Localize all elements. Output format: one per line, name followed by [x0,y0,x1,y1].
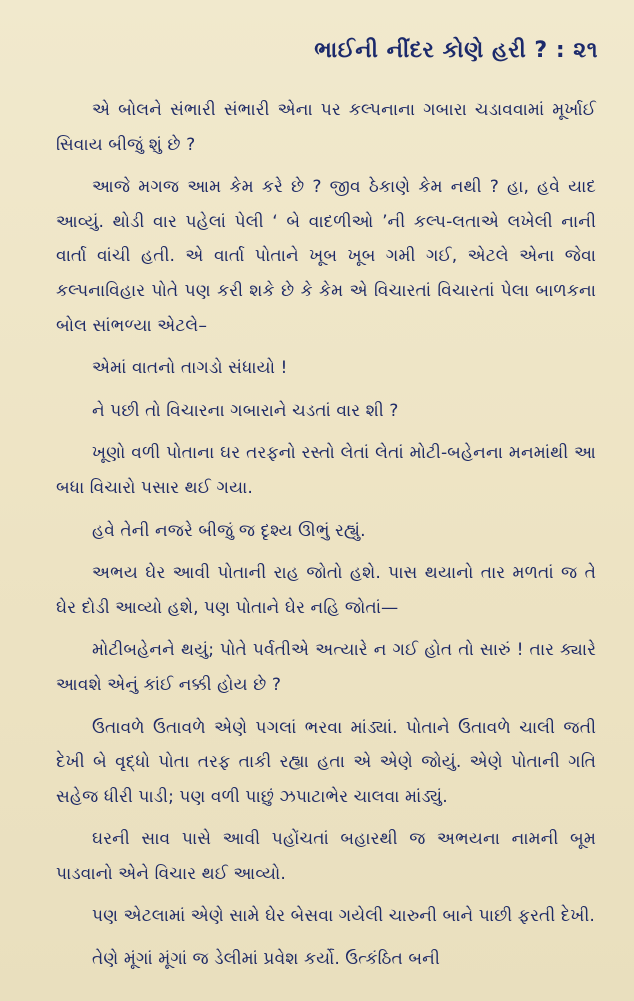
paragraph-6: હવે તેની નજરે બીજું જ દૃશ્ય ઊભું રહ્યું. [92,520,366,541]
paragraph-10: ઘરની સાવ પાસે આવી પહોંચતાં બહારથી જ અભયના નામની બૂમ પાડવાનો એને વિચાર થઈ આવ્યો. [56,829,596,884]
running-header: ભાઈની નીંદર કોણે હરી ? : ૨૧ [314,38,598,63]
paragraph-3: એમાં વાતનો તાગડો સંધાયો ! [92,358,288,379]
paragraph-1: એ બોલને સંભારી સંભારી એના પર કલ્પનાના ગબારા ચડાવવામાં મૂર્ખાઈ સિવાય બીજું શું છે ? [56,100,596,155]
paragraph-11: પણ એટલામાં એણે સામે ઘેર બેસવા ગયેલી ચારુની બાને પાછી ફરતી દેખી. [92,906,595,927]
paragraph-7: અભય ઘેર આવી પોતાની રાહ જોતો હશે. પાસ થયાનો તાર મળતાં જ તે ઘેર દોડી આવ્યો હશે, પણ પોતાને ઘેર નહિ જોતાં— [56,563,596,618]
paragraph-12: તેણે મૂંગાં મૂંગાં જ ડેલીમાં પ્રવેશ કર્યો. ઉત્કંઠિત બની [92,949,440,970]
page-body [56,93,596,977]
paragraph-4: ને પછી તો વિચારના ગબારાને ચડતાં વાર શી ? [92,400,399,421]
paragraph-8: મોટીબહેનને થયું; પોતે પર્વતીએ અત્યારે ન ગઈ હોત તો સારું ! તાર ક્યારે આવશે એનું કાંઈ નક્કી હોય છે ? [56,640,596,695]
paragraph-9: ઉતાવળે ઉતાવળે એણે પગલાં ભરવા માંડ્યાં. પોતાને ઉતાવળે ચાલી જતી દેખી બે વૃદ્ધો પોતા તરફ તાકી રહ્યા હતા એ એણે જોયું. એણે પોતાની ગતિ સહેજ ધીરી પાડી; પણ વળી પાછું ઝપાટાભેર ચાલવા માંડ્યું. [56,717,596,807]
paragraph-2: આજે મગજ આમ કેમ કરે છે ? જીવ ઠેકાણે કેમ નથી ? હા, હવે યાદ આવ્યું. થોડી વાર પહેલાં પેલી ‘ બે વાદળીઓ ’ની કલ્પ-લતાએ લખેલી નાની વાર્તા વાંચી હતી. એ વાર્તા પોતાને ખૂબ ખૂબ ગમી ગઈ, એટલે એના જેવા કલ્પનાવિહાર પોતે પણ કરી શકે છે કે કેમ એ વિચારતાં વિચારતાં પેલા બાળકના બોલ સાંભળ્યા એટલે– [56,177,596,336]
paragraph-5: ખૂણો વળી પોતાના ઘર તરફનો રસ્તો લેતાં લેતાં મોટી-બહેનના મનમાંથી આ બધા વિચારો પસાર થઈ ગયા. [56,443,596,498]
